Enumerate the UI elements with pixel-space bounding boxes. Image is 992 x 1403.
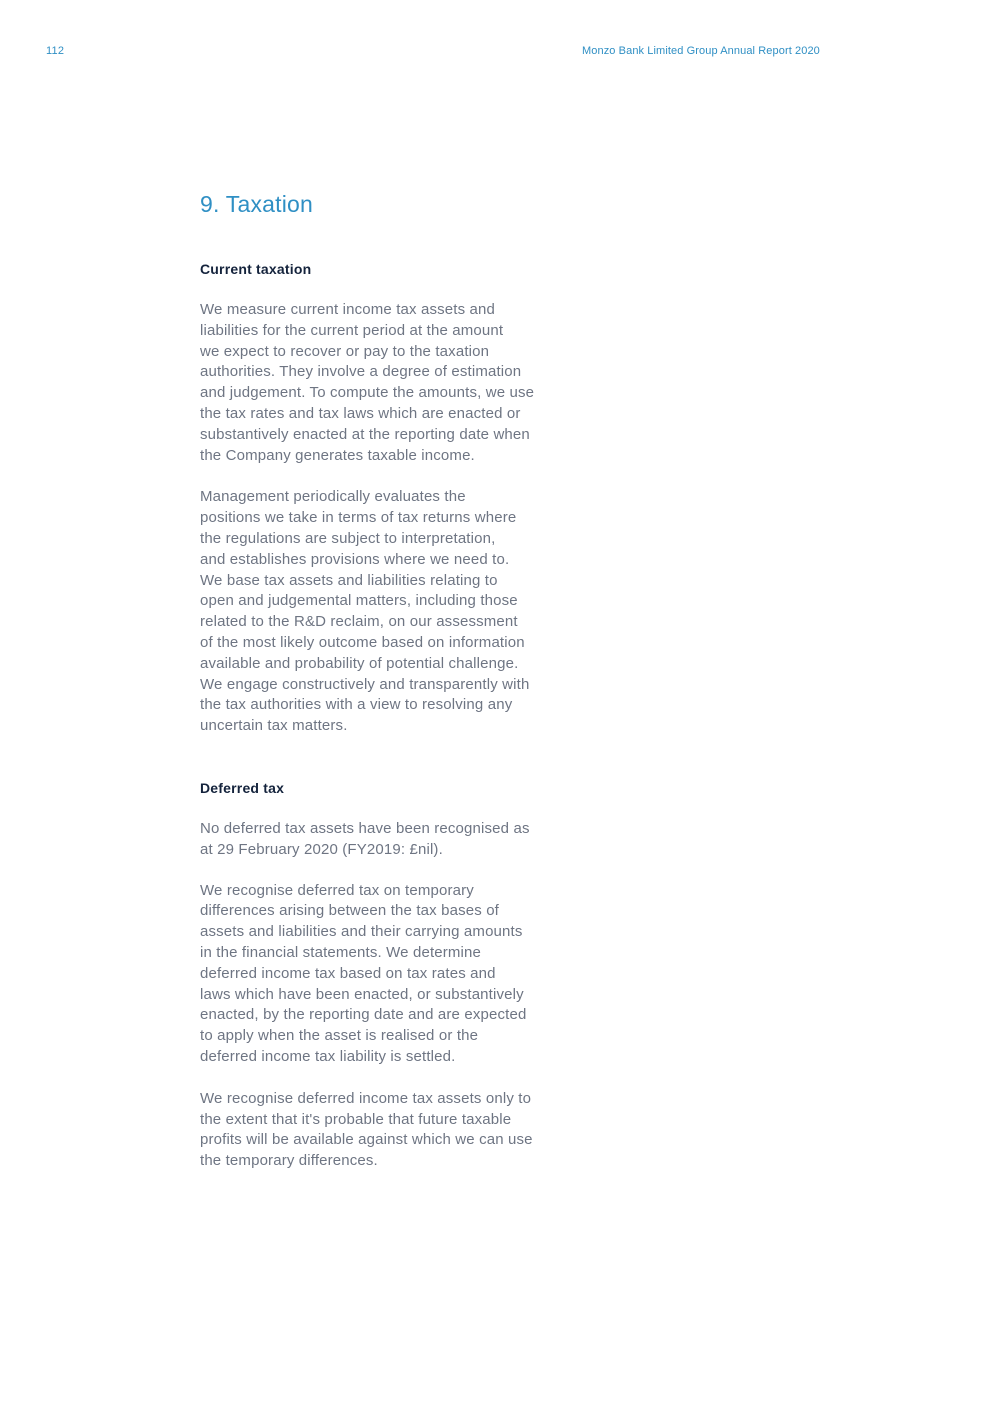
- text-line: the regulations are subject to interpretation,: [200, 529, 496, 547]
- text-line: in the financial statements. We determine: [200, 943, 482, 961]
- text-line: We recognise deferred income tax assets only to: [200, 1089, 532, 1107]
- text-line: open and judgemental matters, including those: [200, 592, 518, 610]
- text-line: the tax authorities with a view to resolving any: [200, 696, 513, 714]
- text-line: authorities. They involve a degree of estimation: [200, 363, 522, 381]
- text-line: the temporary differences.: [200, 1152, 378, 1170]
- text-line: laws which have been enacted, or substantively: [200, 985, 524, 1003]
- deferred-tax-heading: Deferred tax: [200, 779, 285, 796]
- text-line: Management periodically evaluates the: [200, 488, 466, 506]
- page-number: 112: [46, 45, 65, 57]
- text-line: We measure current income tax assets and: [200, 301, 496, 318]
- text-line: substantively enacted at the reporting date when: [200, 425, 530, 443]
- text-line: related to the R&D reclaim, on our assessment: [200, 613, 518, 631]
- current-taxation-paragraph-1: [200, 300, 562, 466]
- text-line: uncertain tax matters.: [200, 717, 348, 735]
- text-line: profits will be available against which we can use: [200, 1131, 533, 1149]
- text-line: we expect to recover or pay to the taxation: [200, 342, 490, 360]
- text-line: We recognise deferred tax on temporary: [200, 881, 474, 899]
- text-line: to apply when the asset is realised or the: [200, 1027, 479, 1045]
- current-taxation-heading: Current taxation: [200, 261, 312, 277]
- text-line: the extent that it's probable that future taxable: [200, 1110, 512, 1128]
- text-line: No deferred tax assets have been recognised as: [200, 819, 530, 837]
- running-header: Monzo Bank Limited Group Annual Report 2020: [582, 45, 820, 57]
- text-line: of the most likely outcome based on information: [200, 633, 525, 651]
- deferred-tax-paragraph-3: [200, 1089, 562, 1172]
- text-line: We engage constructively and transparently with: [200, 675, 530, 693]
- text-line: at 29 February 2020 (FY2019: £nil).: [200, 840, 443, 858]
- text-line: deferred income tax liability is settled.: [200, 1047, 456, 1065]
- text-line: the Company generates taxable income.: [200, 446, 475, 464]
- text-line: and establishes provisions where we need to.: [200, 550, 510, 568]
- text-line: We base tax assets and liabilities relating to: [200, 571, 498, 589]
- text-line: deferred income tax based on tax rates and: [200, 964, 496, 982]
- section-title: 9. Taxation: [200, 191, 314, 217]
- text-line: available and probability of potential challenge.: [200, 654, 519, 672]
- deferred-tax-paragraph-1: [200, 819, 562, 861]
- deferred-tax-paragraph-2: [200, 881, 562, 1068]
- text-line: and judgement. To compute the amounts, we use: [200, 384, 535, 402]
- text-line: assets and liabilities and their carrying amounts: [200, 923, 523, 941]
- text-line: differences arising between the tax bases of: [200, 902, 500, 920]
- text-line: liabilities for the current period at the amount: [200, 321, 504, 339]
- text-line: enacted, by the reporting date and are expected: [200, 1006, 527, 1024]
- main-content: [200, 187, 562, 1172]
- text-line: the tax rates and tax laws which are enacted or: [200, 404, 521, 422]
- current-taxation-paragraph-2: [200, 487, 562, 737]
- text-line: positions we take in terms of tax returns where: [200, 509, 517, 527]
